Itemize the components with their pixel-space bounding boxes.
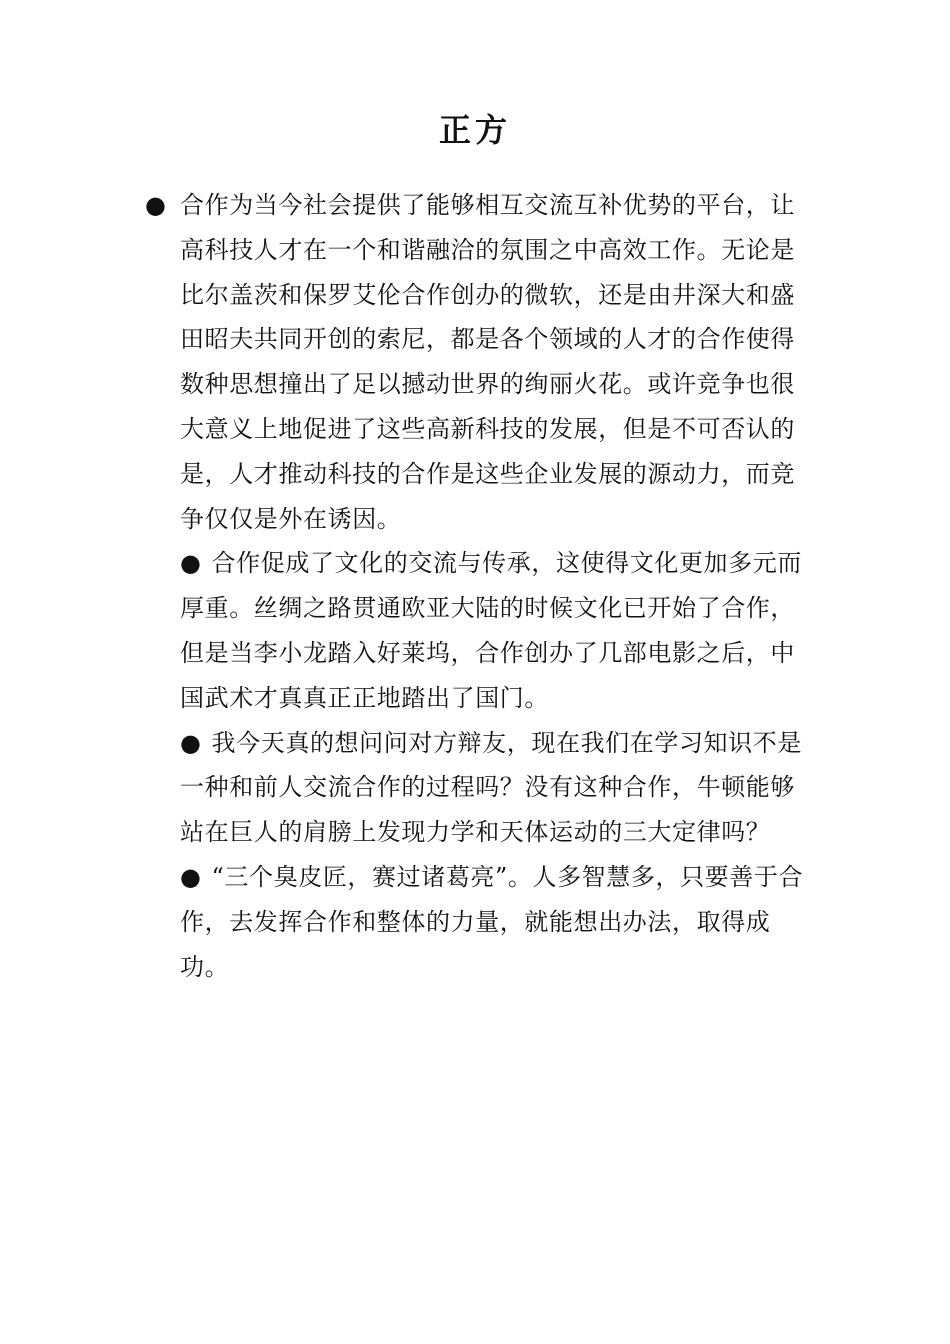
- bullet-icon: ●: [180, 862, 202, 891]
- page-title: 正方: [438, 111, 511, 149]
- bullet-icon: ●: [145, 191, 167, 219]
- paragraph-text: 合作为当今社会提供了能够相互交流互补优势的平台，让高科技人才在一个和谐融洽的氛围之中高效工作。无论是比尔盖茨和保罗艾伦合作创办的微软，还是由井深大和盛田昭夫共同开创的索尼，都是各个领域的人才的合作使得数种思想撞出了足以撼动世界的绚丽火花。或许竞争也很大意义上地促进了这些高新科技的发展，但是不可否认的是，人才推动科技的合作是这些企业发展的源动力，而竞争仅仅是外在诱因。: [180, 191, 795, 533]
- paragraph-4: [180, 855, 810, 989]
- bullet-icon: ●: [180, 728, 202, 757]
- paragraph-text: 合作促成了文化的交流与传承，这使得文化更加多元而厚重。丝绸之路贯通欧亚大陆的时候文化已开始了合作，但是当李小龙踏入好莱坞，合作创办了几部电影之后，中国武术才真真正正地踏出了国门。: [180, 549, 802, 712]
- document-body: [145, 183, 810, 989]
- paragraph-2: [180, 541, 810, 720]
- paragraph-text: 我今天真的想问问对方辩友，现在我们在学习知识不是一种和前人交流合作的过程吗？没有这种合作，牛顿能够站在巨人的肩膀上发现力学和天体运动的三大定律吗？: [180, 728, 802, 847]
- bullet-icon: ●: [180, 549, 202, 578]
- paragraph-3: [180, 721, 810, 855]
- paragraph-text: “三个臭皮匠，赛过诸葛亮”。人多智慧多，只要善于合作，去发挥合作和整体的力量，就能想出办法，取得成功。: [180, 862, 804, 981]
- paragraph-1: [145, 183, 810, 541]
